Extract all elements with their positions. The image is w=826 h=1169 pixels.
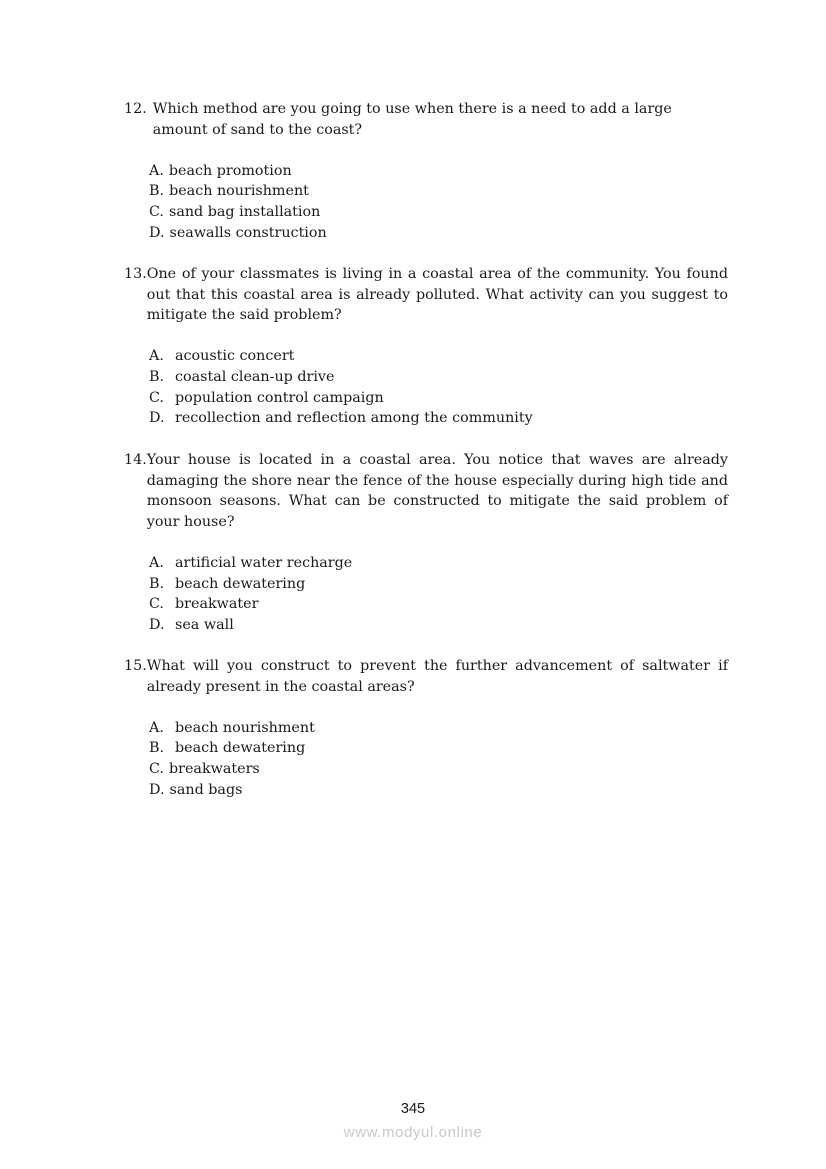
- choice-letter: C.: [149, 760, 164, 777]
- choice-letter: D.: [149, 616, 165, 633]
- question-text: Your house is located in a coastal area. You notice that waves are already damaging the shore near the fence of the house especially during high tide and monsoon seasons. What can be constructed to mitigate the said problem of your house?: [146, 452, 728, 530]
- choice-letter: B.: [149, 183, 165, 200]
- choice-d: [149, 615, 728, 636]
- question-text: One of your classmates is living in a coastal area of the community. You found out that this coastal area is already polluted. What activity can you suggest to mitigate the said problem?: [146, 266, 728, 324]
- question-number: 15.: [124, 658, 147, 674]
- choice-d: [149, 780, 728, 801]
- choice-a: [149, 346, 728, 367]
- choice-letter: A.: [149, 162, 164, 179]
- question-stem: [124, 264, 728, 326]
- choice-text: beach nourishment: [169, 183, 309, 200]
- choice-text: breakwater: [175, 596, 259, 613]
- choice-a: [149, 553, 728, 574]
- choice-letter: B.: [149, 740, 165, 757]
- choice-b: [149, 367, 728, 388]
- choice-d: [149, 408, 728, 429]
- choice-letter: A.: [149, 554, 164, 571]
- choice-text: population control campaign: [175, 389, 384, 406]
- choice-c: [149, 759, 728, 780]
- choice-list: [124, 718, 728, 800]
- choice-letter: D.: [149, 410, 165, 427]
- choice-a: [149, 718, 728, 739]
- choice-text: coastal clean-up drive: [175, 368, 335, 385]
- choice-list: [124, 346, 728, 428]
- question-stem: [124, 450, 728, 532]
- question-text: What will you construct to prevent the further advancement of saltwater if already present in the coastal areas?: [146, 658, 728, 695]
- choice-text: recollection and reflection among the community: [175, 410, 533, 427]
- choice-letter: A.: [149, 719, 164, 736]
- choice-c: [149, 594, 728, 615]
- choice-text: sea wall: [175, 616, 234, 633]
- question-15: [124, 656, 728, 800]
- choice-list: [124, 553, 728, 635]
- question-number: 12.: [124, 101, 147, 117]
- choice-text: sand bag installation: [168, 203, 321, 220]
- choice-text: sand bags: [169, 781, 243, 798]
- choice-c: [149, 202, 728, 223]
- watermark: www.modyul.online: [343, 1124, 483, 1141]
- page-number: 345: [400, 1101, 426, 1117]
- choice-b: [149, 738, 728, 759]
- choice-text: beach dewatering: [175, 575, 306, 592]
- question-stem: [124, 656, 728, 697]
- choice-d: [149, 223, 728, 244]
- choice-letter: A.: [149, 348, 164, 365]
- choice-list: [124, 161, 728, 243]
- question-13: [124, 264, 728, 429]
- question-14: [124, 450, 728, 635]
- choice-text: beach nourishment: [175, 719, 315, 736]
- choice-letter: D.: [149, 224, 165, 241]
- choice-letter: C.: [149, 203, 164, 220]
- choice-text: artificial water recharge: [175, 554, 353, 571]
- choice-c: [149, 388, 728, 409]
- choice-text: acoustic concert: [175, 348, 295, 365]
- question-text: Which method are you going to use when there is a need to add a large amount of sand to the coast?: [152, 101, 672, 138]
- choice-letter: C.: [149, 596, 164, 613]
- choice-a: [149, 161, 728, 182]
- choice-letter: B.: [149, 368, 165, 385]
- choice-b: [149, 181, 728, 202]
- question-12: [124, 99, 728, 243]
- question-number: 14.: [124, 452, 147, 468]
- question-stem: [124, 99, 728, 140]
- choice-text: breakwaters: [168, 760, 260, 777]
- choice-text: seawalls construction: [169, 224, 327, 241]
- choice-b: [149, 574, 728, 595]
- choice-text: beach promotion: [168, 162, 292, 179]
- choice-letter: D.: [149, 781, 165, 798]
- question-number: 13.: [124, 266, 147, 282]
- choice-text: beach dewatering: [175, 740, 306, 757]
- choice-letter: C.: [149, 389, 164, 406]
- choice-letter: B.: [149, 575, 165, 592]
